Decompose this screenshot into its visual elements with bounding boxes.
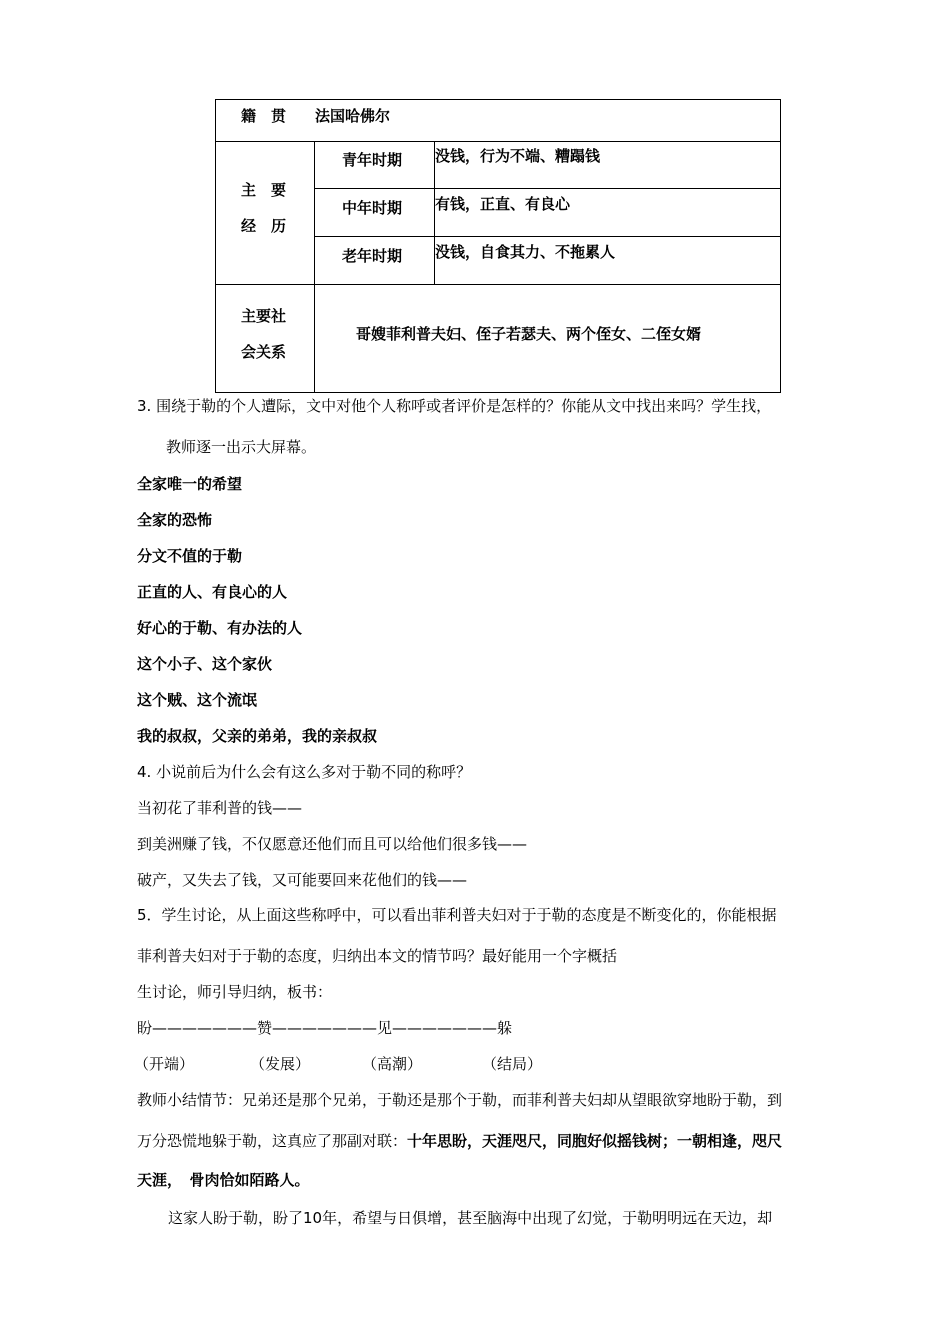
reason-item: 当初花了菲利普的钱—— <box>137 799 303 817</box>
period-name-youth: 青年时期 <box>342 151 403 169</box>
stage-label: （发展） <box>250 1055 311 1073</box>
stage-label: （结局） <box>482 1055 543 1073</box>
q5-line2: 菲利普夫妇对于于勒的态度，归纳出本文的情节吗？最好能用一个字概括 <box>137 947 618 965</box>
period-name-old: 老年时期 <box>342 247 403 265</box>
name-item: 我的叔叔，父亲的弟弟，我的亲叔叔 <box>137 727 378 745</box>
name-item: 这个贼、这个流氓 <box>137 691 258 709</box>
q5-line1: 5．学生讨论，从上面这些称呼中，可以看出菲利普夫妇对于于勒的态度是不断变化的，你能根据 <box>137 906 777 924</box>
info-table <box>215 99 781 393</box>
social-label-1: 主要社 <box>241 307 287 325</box>
period-desc-old: 没钱，自食其力、不拖累人 <box>435 243 616 261</box>
period-desc-middle: 有钱，正直、有良心 <box>435 195 571 213</box>
name-item: 分文不值的于勒 <box>137 547 243 565</box>
period-name-middle: 中年时期 <box>342 199 403 217</box>
jiguan-value: 法国哈佛尔 <box>315 107 391 125</box>
last-paragraph: 这家人盼于勒，盼了10年，希望与日俱增，甚至脑海中出现了幻觉，于勒明明远在天边，却 <box>168 1209 773 1227</box>
q3-line2: 教师逐一出示大屏幕。 <box>166 438 317 456</box>
summary-line2 <box>137 1131 782 1151</box>
q3-line1: 3. 围绕于勒的个人遭际，文中对他个人称呼或者评价是怎样的？你能从文中找出来吗？学生找， <box>137 397 772 415</box>
stage-label: （开端） <box>134 1055 195 1073</box>
jingli-label-1: 主 要 <box>241 181 287 199</box>
jiguan-label: 籍 贯 <box>241 107 287 125</box>
period-desc-youth: 没钱，行为不端、糟蹋钱 <box>435 147 601 165</box>
couplet-text: 十年思盼，天涯咫尺，同胞好似摇钱树；一朝相逢，咫尺 <box>407 1132 783 1150</box>
discuss-line: 生讨论，师引导归纳，板书： <box>137 983 333 1001</box>
summary-line2-text: 万分恐慌地躲于勒，这真应了那副对联： <box>137 1132 408 1150</box>
name-item: 正直的人、有良心的人 <box>137 583 288 601</box>
social-label-2: 会关系 <box>241 343 287 361</box>
plot-line: 盼———————赞———————见———————躲 <box>137 1019 513 1037</box>
name-item: 全家唯一的希望 <box>137 475 243 493</box>
q4: 4. 小说前后为什么会有这么多对于勒不同的称呼？ <box>137 763 472 781</box>
reason-item: 到美洲赚了钱，不仅愿意还他们而且可以给他们很多钱—— <box>137 835 528 853</box>
name-item: 好心的于勒、有办法的人 <box>137 619 303 637</box>
jingli-label-2: 经 历 <box>241 217 287 235</box>
name-item: 这个小子、这个家伙 <box>137 655 273 673</box>
reason-item: 破产，又失去了钱，又可能要回来花他们的钱—— <box>137 871 468 889</box>
stage-label: （高潮） <box>362 1055 423 1073</box>
name-item: 全家的恐怖 <box>137 511 213 529</box>
summary-line1: 教师小结情节：兄弟还是那个兄弟，于勒还是那个于勒，而菲利普夫妇却从望眼欲穿地盼于勒，到 <box>137 1091 783 1109</box>
summary-line3: 天涯， 骨肉恰如陌路人。 <box>137 1171 310 1189</box>
social-value: 哥嫂菲利普夫妇、侄子若瑟夫、两个侄女、二侄女婿 <box>356 325 702 343</box>
